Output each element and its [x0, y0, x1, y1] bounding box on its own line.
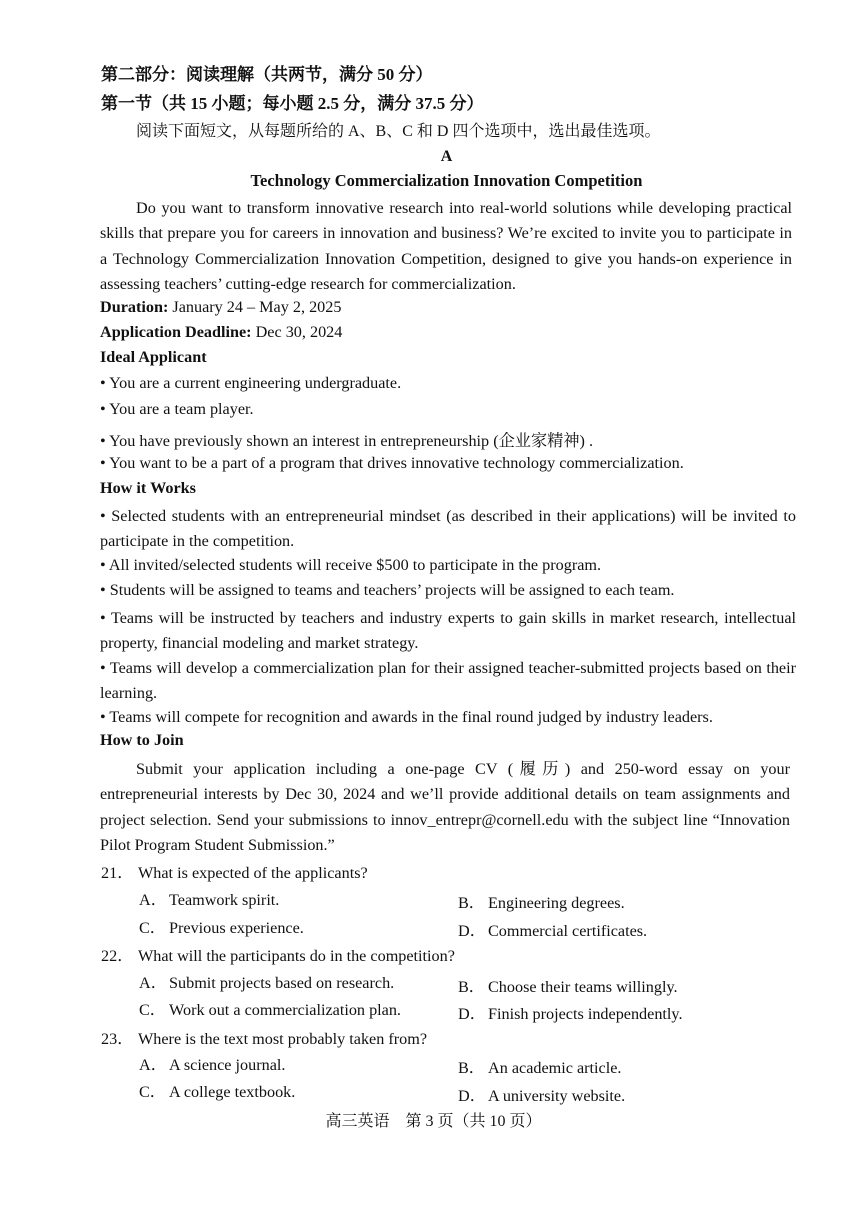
- duration-line: [100, 298, 341, 317]
- ideal-applicant-heading: Ideal Applicant: [100, 348, 207, 366]
- duration-label: Duration:: [100, 298, 169, 316]
- duration-value: January 24 – May 2, 2025: [168, 298, 342, 316]
- option-22-a[interactable]: A． Submit projects based on research.: [139, 974, 395, 992]
- option-23-d[interactable]: D． A university website.: [458, 1087, 626, 1105]
- option-22-b[interactable]: B． Choose their teams willingly.: [458, 978, 678, 996]
- question-stem: What is expected of the applicants?: [138, 864, 368, 882]
- question-number: 21．: [101, 864, 134, 882]
- how-item: • Teams will compete for recognition and awards in the final round judged by industry leaders.: [100, 708, 713, 726]
- question-23: [101, 1025, 427, 1049]
- passage-title: Technology Commercialization Innovation Competition: [250, 171, 643, 190]
- join-text: Submit your application including a one-page CV (履历) and 250-word essay on your entrepreneurial interests by Dec 30, 2024 and we’ll provide additional details on team assignments and project selection. Send your submissions to innov_entrepr@cornell.edu with the subject line “Innovation Pilot Program Student Submission.”: [100, 760, 790, 854]
- deadline-value: Dec 30, 2024: [251, 323, 343, 341]
- part-heading: 第二部分：阅读理解（共两节，满分 50 分）: [101, 65, 433, 84]
- how-to-join-heading: How to Join: [100, 731, 184, 749]
- question-21: [101, 859, 368, 883]
- option-22-d[interactable]: D． Finish projects independently.: [458, 1005, 683, 1023]
- how-item: • Teams will develop a commercialization plan for their assigned teacher-submitted projects based on their learning.: [100, 659, 796, 703]
- how-item: • All invited/selected students will receive $500 to participate in the program.: [100, 556, 602, 574]
- ideal-item: • You are a team player.: [100, 400, 254, 418]
- how-item: • Teams will be instructed by teachers and industry experts to gain skills in market research, intellectual property, financial modeling and market strategy.: [100, 609, 796, 653]
- option-21-c[interactable]: C． Previous experience.: [139, 919, 304, 937]
- option-21-a[interactable]: A． Teamwork spirit.: [139, 891, 280, 909]
- deadline-line: [100, 323, 342, 342]
- question-stem: Where is the text most probably taken from?: [138, 1030, 428, 1048]
- page-footer: 高三英语 第 3 页（共 10 页）: [325, 1113, 542, 1130]
- option-23-c[interactable]: C． A college textbook.: [139, 1083, 296, 1101]
- question-number: 23．: [101, 1030, 134, 1048]
- instruction-text: 阅读下面短文，从每题所给的 A、B、C 和 D 四个选项中，选出最佳选项。: [136, 123, 661, 140]
- question-stem: What will the participants do in the competition?: [138, 947, 455, 965]
- deadline-label: Application Deadline:: [100, 323, 252, 341]
- question-22: [101, 942, 455, 966]
- how-item: • Selected students with an entrepreneurial mindset (as described in their applications) will be invited to participate in the competition.: [100, 507, 796, 551]
- passage-intro: Do you want to transform innovative research into real-world solutions while developing practical skills that prepare you for careers in innovation and business? We’re excited to invite you to participate in a Technology Commercialization Innovation Competition, designed to give you hands-on experience in assessing teachers’ cutting-edge research for commercialization.: [100, 199, 792, 293]
- question-number: 22．: [101, 947, 134, 965]
- option-21-d[interactable]: D． Commercial certificates.: [458, 922, 648, 940]
- how-item: • Students will be assigned to teams and teachers’ projects will be assigned to each team.: [100, 581, 675, 599]
- how-it-works-heading: How it Works: [100, 479, 196, 497]
- ideal-item: • You want to be a part of a program that drives innovative technology commercialization.: [100, 454, 684, 472]
- option-21-b[interactable]: B． Engineering degrees.: [458, 894, 625, 912]
- ideal-item: • You are a current engineering undergraduate.: [100, 374, 402, 392]
- section-heading: 第一节（共 15 小题；每小题 2.5 分，满分 37.5 分）: [101, 94, 484, 113]
- option-23-b[interactable]: B． An academic article.: [458, 1059, 622, 1077]
- option-22-c[interactable]: C． Work out a commercialization plan.: [139, 1001, 401, 1019]
- option-23-a[interactable]: A． A science journal.: [139, 1056, 286, 1074]
- passage-letter: A: [440, 148, 453, 165]
- ideal-item: • You have previously shown an interest in entrepreneurship (企业家精神) .: [100, 432, 594, 450]
